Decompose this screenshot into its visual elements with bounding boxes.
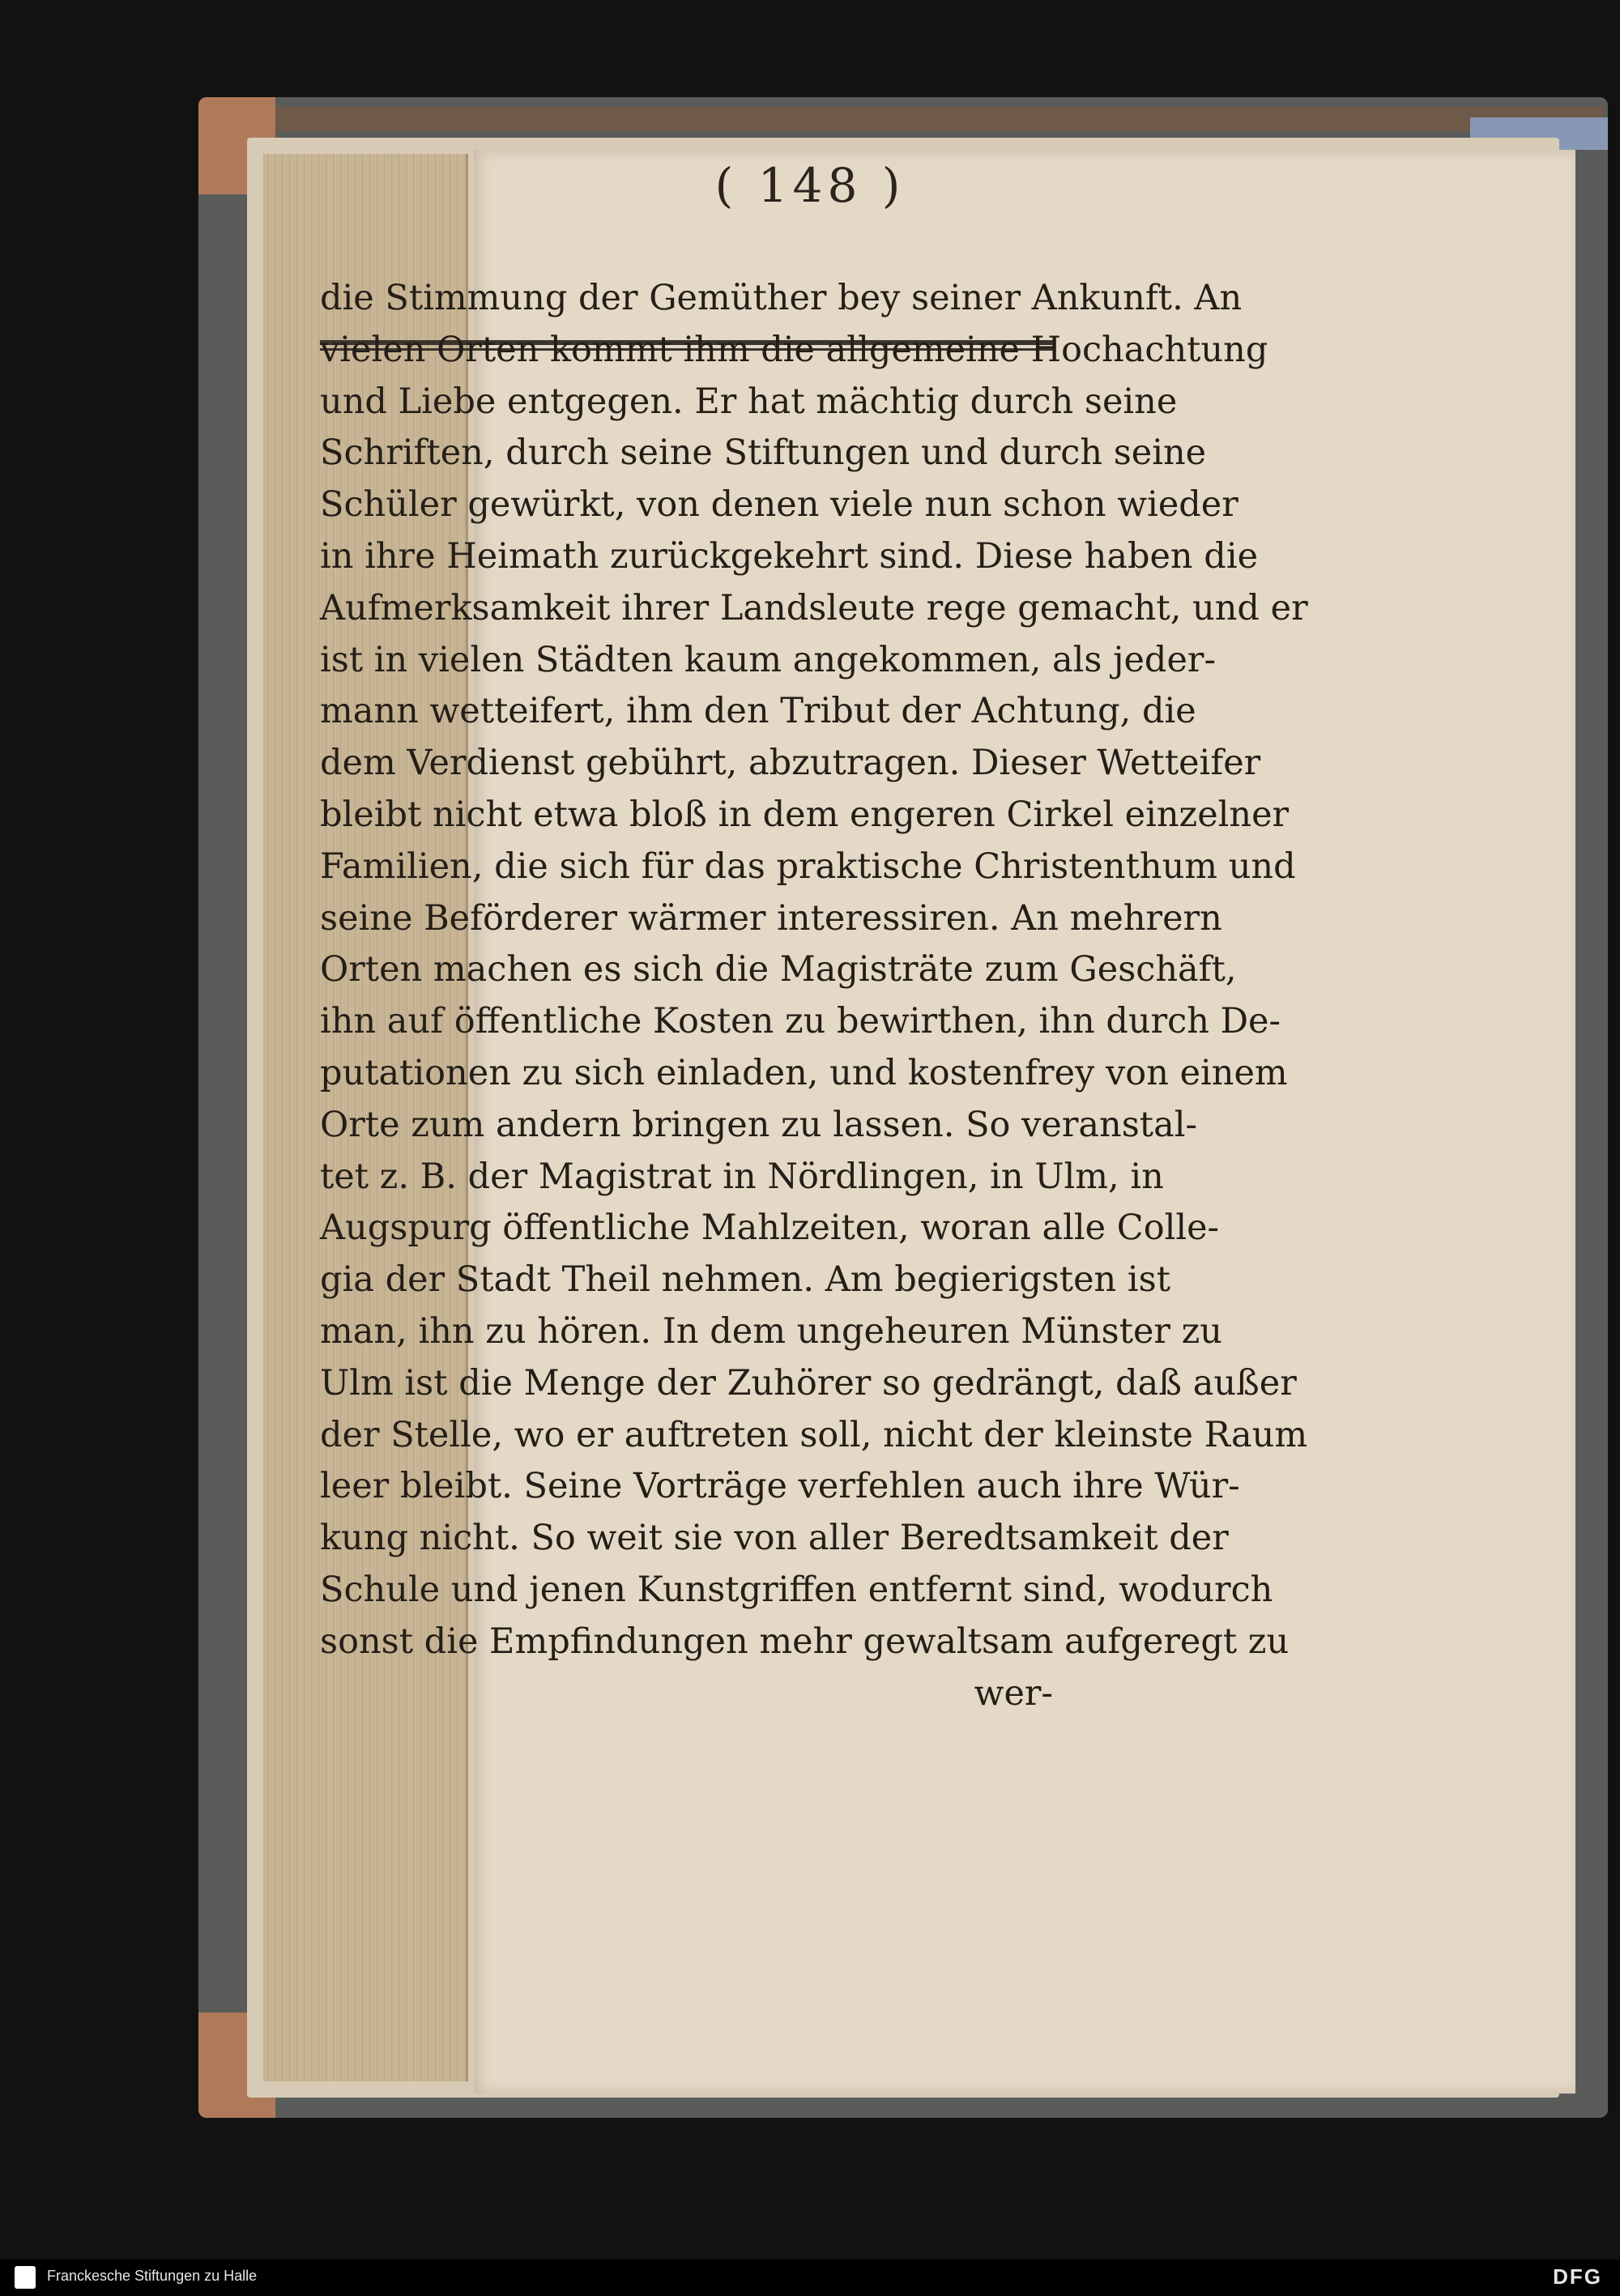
- text-line: gia der Stadt Theil nehmen. Am begierigsten ist: [320, 1259, 1170, 1301]
- text-line: Schule und jenen Kunstgriffen entfernt sind, wodurch: [320, 1569, 1273, 1610]
- text-line: seine Beförderer wärmer interessiren. An mehrern: [320, 897, 1222, 939]
- text-line: Schüler gewürkt, von denen viele nun schon wieder: [320, 484, 1238, 526]
- text-line: der Stelle, wo er auftreten soll, nicht der kleinste Raum: [320, 1414, 1308, 1455]
- text-line: Ulm ist die Menge der Zuhörer so gedrängt, daß außer: [320, 1362, 1297, 1404]
- text-line: Orten machen es sich die Magisträte zum Geschäft,: [320, 949, 1237, 990]
- text-line: putationen zu sich einladen, und kostenfrey von einem: [320, 1052, 1288, 1093]
- footer-bar: [0, 2260, 1620, 2296]
- cover-edge-top: [275, 107, 1604, 131]
- text-line: ihn auf öffentliche Kosten zu bewirthen, ihn durch De-: [320, 1001, 1281, 1042]
- text-line: Augspurg öffentliche Mahlzeiten, woran alle Colle-: [320, 1208, 1220, 1249]
- text-line: bleibt nicht etwa bloß in dem engeren Cirkel einzelner: [320, 794, 1290, 835]
- page-text: [320, 273, 1308, 1719]
- page-number-header: ( 148 ): [714, 158, 906, 213]
- text-line: Orte zum andern bringen zu lassen. So veranstal-: [320, 1104, 1197, 1145]
- text-line: in ihre Heimath zurückgekehrt sind. Diese haben die: [320, 535, 1259, 577]
- dfg-logo: DFG: [1553, 2264, 1602, 2289]
- text-line: ist in vielen Städten kaum angekommen, als jeder-: [320, 639, 1216, 680]
- text-line: vielen Orten kommt ihm die allgemeine Hochachtung: [320, 329, 1268, 370]
- text-line: leer bleibt. Seine Vorträge verfehlen auch ihre Wür-: [320, 1466, 1240, 1507]
- text-line: dem Verdienst gebührt, abzutragen. Dieser Wetteifer: [320, 743, 1261, 784]
- text-line: Schriften, durch seine Stiftungen und durch seine: [320, 432, 1207, 474]
- institution-logo-icon: [15, 2266, 36, 2289]
- text-line: mann wetteifert, ihm den Tribut der Achtung, die: [320, 691, 1196, 732]
- text-line: und Liebe entgegen. Er hat mächtig durch seine: [320, 381, 1178, 422]
- text-line: kung nicht. So weit sie von aller Beredtsamkeit der: [320, 1518, 1229, 1559]
- text-line: sonst die Empfindungen mehr gewaltsam aufgeregt zu: [320, 1621, 1290, 1662]
- text-line: tet z. B. der Magistrat in Nördlingen, in Ulm, in: [320, 1156, 1164, 1197]
- text-line: Familien, die sich für das praktische Christenthum und: [320, 846, 1296, 887]
- text-line: Aufmerksamkeit ihrer Landsleute rege gemacht, und er: [320, 587, 1308, 628]
- institution-name: Franckesche Stiftungen zu Halle: [47, 2268, 258, 2284]
- text-line: die Stimmung der Gemüther bey seiner Ankunft. An: [320, 278, 1243, 318]
- catchword: wer-: [974, 1672, 1053, 1714]
- text-line: man, ihn zu hören. In dem ungeheuren Münster zu: [320, 1310, 1222, 1352]
